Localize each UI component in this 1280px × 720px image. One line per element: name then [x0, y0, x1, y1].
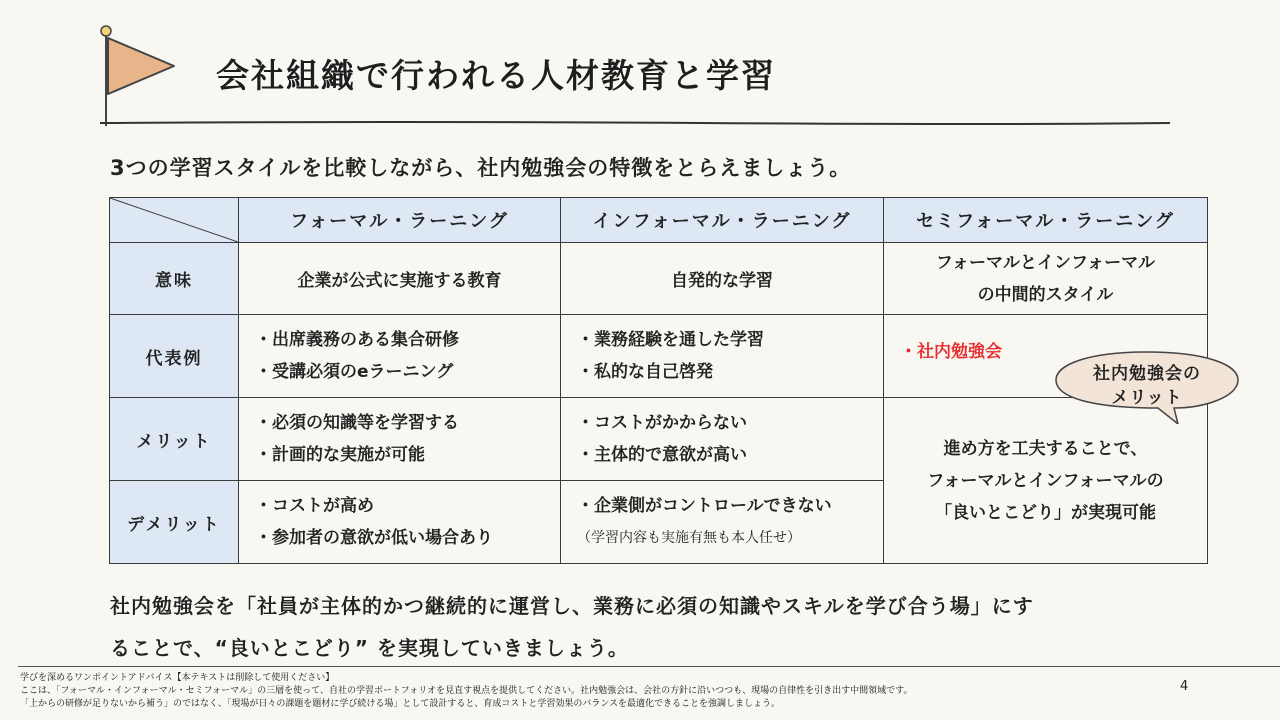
- cell-text: ・必須の知識等を学習する: [255, 413, 459, 433]
- cell-merits-informal: [561, 398, 884, 481]
- cell-text: の中間的スタイル: [977, 284, 1114, 305]
- cell-text: ・参加者の意欲が低い場合あり: [255, 528, 493, 548]
- cell-text: ・出席義務のある集合研修: [255, 330, 459, 350]
- comparison-table: [109, 197, 1208, 564]
- table-row: [110, 398, 1208, 481]
- cell-text: 進め方を工夫することで、: [943, 438, 1148, 459]
- cell-demerits-informal: [561, 481, 884, 564]
- cell-text-highlight: ・社内勉強会: [900, 342, 1002, 362]
- cell-examples-informal: [561, 315, 884, 398]
- cell-meaning-semi: [884, 243, 1208, 315]
- cell-text: ・私的な自己啓発: [577, 362, 713, 382]
- footer-line: 「上からの研修が足りないから補う」のではなく、「現場が日々の課題を題材に学び続ける場」として設計すると、育成コストと学習効果のバランスを最適化できることを強調しましょう。: [20, 699, 781, 709]
- cell-text: ・業務経験を通した学習: [577, 330, 764, 350]
- bubble-line: メリット: [1111, 388, 1183, 408]
- cell-text: ・コストがかからない: [577, 413, 747, 433]
- cell-text: 「良いとこどり」が実現可能: [935, 502, 1156, 523]
- cell-text: フォーマルとインフォーマルの: [927, 470, 1164, 491]
- conclusion-text: [110, 585, 1190, 669]
- footer-divider: [18, 666, 1280, 667]
- header-informal: インフォーマル・ラーニング: [561, 198, 884, 243]
- footer-line: 学びを深めるワンポイントアドバイス【本テキストは削除して使用ください】: [20, 673, 335, 683]
- cell-meaning-informal: 自発的な学習: [561, 243, 884, 315]
- row-label-merits: メリット: [110, 398, 239, 481]
- row-label-meaning: 意味: [110, 243, 239, 315]
- cell-text: ・計画的な実施が可能: [255, 445, 425, 465]
- row-label-examples: 代表例: [110, 315, 239, 398]
- cell-examples-formal: [239, 315, 561, 398]
- footer-notes: [20, 672, 1170, 711]
- header-formal: フォーマル・ラーニング: [239, 198, 561, 243]
- subtitle: 3つの学習スタイルを比較しながら、社内勉強会の特徴をとらえましょう。: [110, 156, 852, 180]
- cell-meaning-formal: 企業が公式に実施する教育: [239, 243, 561, 315]
- bubble-line: 社内勉強会の: [1093, 364, 1201, 384]
- cell-demerits-formal: [239, 481, 561, 564]
- cell-text: ・企業側がコントロールできない: [577, 496, 832, 516]
- conclusion-line: ることで、“良いとこどり” を実現していきましょう。: [110, 636, 629, 660]
- cell-merits-formal: [239, 398, 561, 481]
- table-header-row: [110, 198, 1208, 243]
- cell-text: ・受講必須のeラーニング: [255, 362, 454, 382]
- cell-text: フォーマルとインフォーマル: [935, 252, 1156, 273]
- cell-text: ・主体的で意欲が高い: [577, 445, 747, 465]
- row-label-demerits: デメリット: [110, 481, 239, 564]
- flag-icon: [96, 22, 176, 132]
- cell-text: ・コストが高め: [255, 496, 374, 516]
- table-row: [110, 243, 1208, 315]
- header-semiformal: セミフォーマル・ラーニング: [884, 198, 1208, 243]
- table-row: [110, 315, 1208, 398]
- table-corner-cell: [110, 198, 239, 243]
- conclusion-line: 社内勉強会を「社員が主体的かつ継続的に運営し、業務に必須の知識やスキルを学び合う場」にす: [110, 594, 1034, 618]
- page-title: 会社組織で行われる人材教育と学習: [216, 56, 776, 95]
- title-underline: [100, 118, 1170, 128]
- footer-line: ここは、「フォーマル・インフォーマル・セミフォーマル」の三層を使って、自社の学習ポートフォリオを見直す視点を提供してください。社内勉強会は、会社の方針に沿いつつも、現場の自律性を引き出す中間領域です。: [20, 686, 913, 696]
- cell-text: （学習内容も実施有無も本人任せ）: [577, 530, 801, 546]
- speech-bubble-text: [1054, 362, 1240, 410]
- page-number: 4: [1180, 679, 1189, 694]
